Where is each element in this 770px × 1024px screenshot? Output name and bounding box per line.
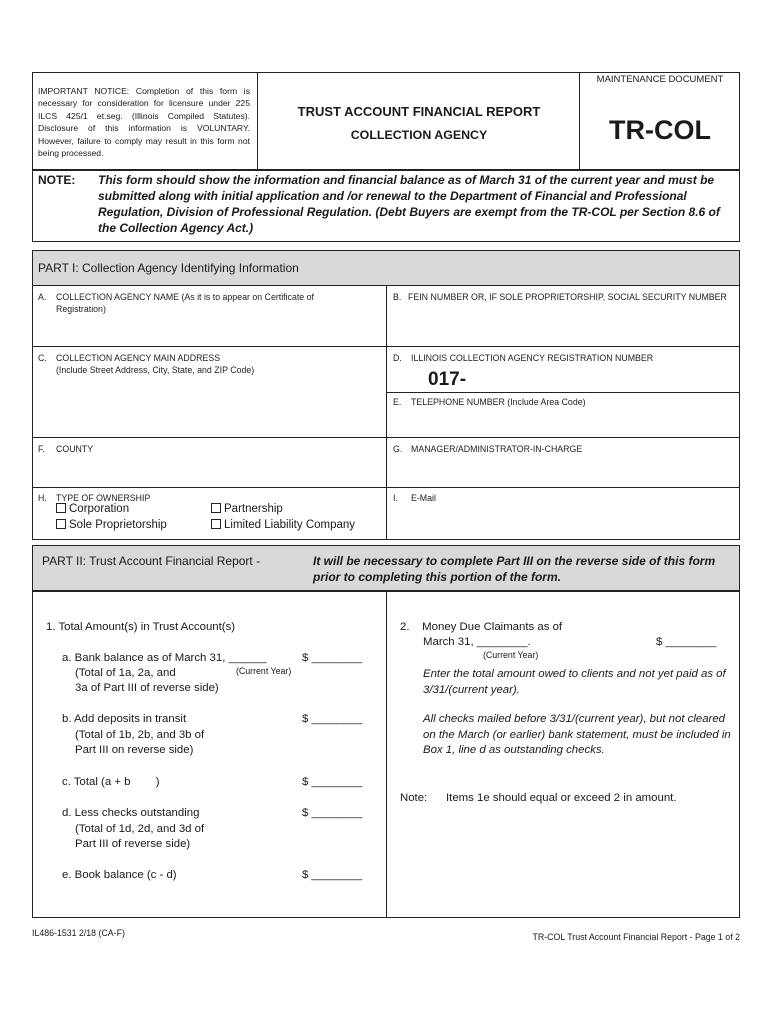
field-f-label: COUNTY (56, 444, 94, 454)
part1-center-divider (386, 285, 387, 540)
field-g-label: MANAGER/ADMINISTRATOR-IN-CHARGE (411, 444, 583, 454)
part1-rule-fh (32, 487, 740, 488)
item2-note-label: Note: (400, 792, 428, 804)
field-h-label: TYPE OF OWNERSHIP (56, 493, 151, 503)
field-d-label: ILLINOIS COLLECTION AGENCY REGISTRATION NUMBER (411, 353, 654, 363)
field-f-letter: F. (38, 444, 45, 454)
item2-line2: March 31, ________. (423, 636, 531, 648)
part1-rule-de (386, 392, 740, 393)
item1a-line3: 3a of Part III of reverse side) (75, 682, 219, 694)
email-field[interactable] (394, 508, 734, 534)
note-label: NOTE: (38, 173, 76, 187)
field-i-letter: I. (393, 493, 398, 503)
field-e-label: TELEPHONE NUMBER (Include Area Code) (411, 397, 586, 407)
ownership-sole-proprietorship[interactable] (56, 519, 167, 531)
checkbox-icon[interactable] (211, 519, 221, 529)
part1-rule-ab (32, 346, 740, 347)
fein-field[interactable] (394, 318, 734, 342)
field-e-letter: E. (393, 397, 402, 407)
part1-title: PART I: Collection Agency Identifying Information (38, 261, 299, 275)
field-d-letter: D. (393, 353, 402, 363)
item2-note-text: Items 1e should equal or exceed 2 in amount. (446, 792, 677, 804)
field-b-letter: B. (393, 292, 402, 302)
item2-instructions: Enter the total amount owed to clients and not yet paid as of 3/31/(current year). (423, 668, 726, 696)
form-title-line1: TRUST ACCOUNT FINANCIAL REPORT (297, 104, 541, 119)
item2-amount[interactable]: $ ________ (656, 636, 717, 648)
item2-checks-note: All checks mailed before 3/31/(current year), but not cleared on the March (or earlier) bank statement, must be included in Box 1, line d as outstanding checks. (423, 713, 731, 756)
field-c-letter: C. (38, 353, 47, 363)
field-i-label: E-Mail (411, 493, 436, 503)
part1-rule-cf (32, 437, 740, 438)
ownership-corporation[interactable] (56, 503, 129, 515)
telephone-field[interactable] (394, 410, 734, 434)
maintenance-label: MAINTENANCE DOCUMENT (596, 74, 724, 85)
agency-name-field[interactable] (40, 318, 380, 342)
page-indicator: TR-COL Trust Account Financial Report - Page 1 of 2 (532, 932, 740, 942)
item1d-line2: (Total of 1d, 2d, and 3d of (75, 823, 205, 835)
field-g-letter: G. (393, 444, 403, 454)
item2-line1: 2. Money Due Claimants as of (400, 621, 563, 633)
field-c-label-2: (Include Street Address, City, State, and ZIP Code) (56, 365, 255, 375)
field-c-label-1: COLLECTION AGENCY MAIN ADDRESS (56, 353, 221, 363)
item1b-amount[interactable]: $ ________ (302, 713, 363, 725)
item2-current-year: (Current Year) (483, 650, 539, 660)
item1b-line2: (Total of 1b, 2b, and 3b of (75, 729, 205, 741)
checkbox-icon[interactable] (56, 503, 66, 513)
item1d-line1: d. Less checks outstanding (62, 807, 200, 819)
part2-center-divider (386, 591, 387, 918)
part2-title: PART II: Trust Account Financial Report - (42, 554, 261, 568)
item1b-line3: Part III on reverse side) (75, 744, 194, 756)
part2-title-note: It will be necessary to complete Part III on the reverse side of this form prior to completing this portion of the form. (313, 554, 716, 584)
item1c-line1: c. Total (a + b ) (62, 776, 160, 788)
item1d-amount[interactable]: $ ________ (302, 807, 363, 819)
important-notice: IMPORTANT NOTICE: Completion of this form is necessary for consideration for licensure under 225 ILCS 425/1 et.seg. (Illinois Compiled Statutes). Disclosure of this information is VOLUNTARY. However, failure to comply may result in this form not being processed. (38, 86, 250, 159)
county-field[interactable] (40, 458, 380, 482)
item1a-amount[interactable]: $ ________ (302, 652, 363, 664)
address-field[interactable] (40, 380, 380, 432)
header-divider-left (257, 72, 258, 170)
item1a-line1: a. Bank balance as of March 31, ______ (62, 652, 267, 664)
ownership-partnership-label: Partnership (224, 503, 283, 515)
item1b-line1: b. Add deposits in transit (62, 713, 187, 725)
ownership-llc-label: Limited Liability Company (224, 519, 356, 531)
registration-number-value[interactable]: 017- (428, 369, 467, 390)
item1a-line2: (Total of 1a, 2a, and (75, 667, 176, 679)
ownership-sole-label: Sole Proprietorship (69, 519, 167, 531)
form-number: IL486-1531 2/18 (CA-F) (32, 928, 125, 938)
item1e-amount[interactable]: $ ________ (302, 869, 363, 881)
item1e-line1: e. Book balance (c - d) (62, 869, 177, 881)
ownership-partnership[interactable] (211, 503, 283, 515)
field-a-letter: A. (38, 292, 47, 302)
item1a-current-year: (Current Year) (236, 666, 292, 676)
field-b-label: FEIN NUMBER OR, IF SOLE PROPRIETORSHIP, SOCIAL SECURITY NUMBER (408, 292, 727, 302)
form-title-line2: COLLECTION AGENCY (350, 128, 488, 142)
ownership-llc[interactable] (211, 519, 355, 531)
manager-field[interactable] (394, 458, 734, 482)
field-a-label: COLLECTION AGENCY NAME (As it is to appear on Certificate of Registration) (56, 292, 314, 314)
item1-title: 1. Total Amount(s) in Trust Account(s) (46, 621, 236, 633)
note-text: This form should show the information and financial balance as of March 31 of the current year and must be submitted along with initial application and /or renewal to the Department of Financial and Professional Regulation, Division of Professional Regulation. (Debt Buyers are exempt from the TR-COL per Section 8.6 of the Collection Agency Act.) (98, 173, 720, 235)
ownership-corporation-label: Corporation (69, 503, 130, 515)
checkbox-icon[interactable] (56, 519, 66, 529)
field-h-letter: H. (38, 493, 47, 503)
item1d-line3: Part III of reverse side) (75, 838, 191, 850)
item1c-amount[interactable]: $ ________ (302, 776, 363, 788)
checkbox-icon[interactable] (211, 503, 221, 513)
form-code: TR-COL (609, 115, 711, 145)
